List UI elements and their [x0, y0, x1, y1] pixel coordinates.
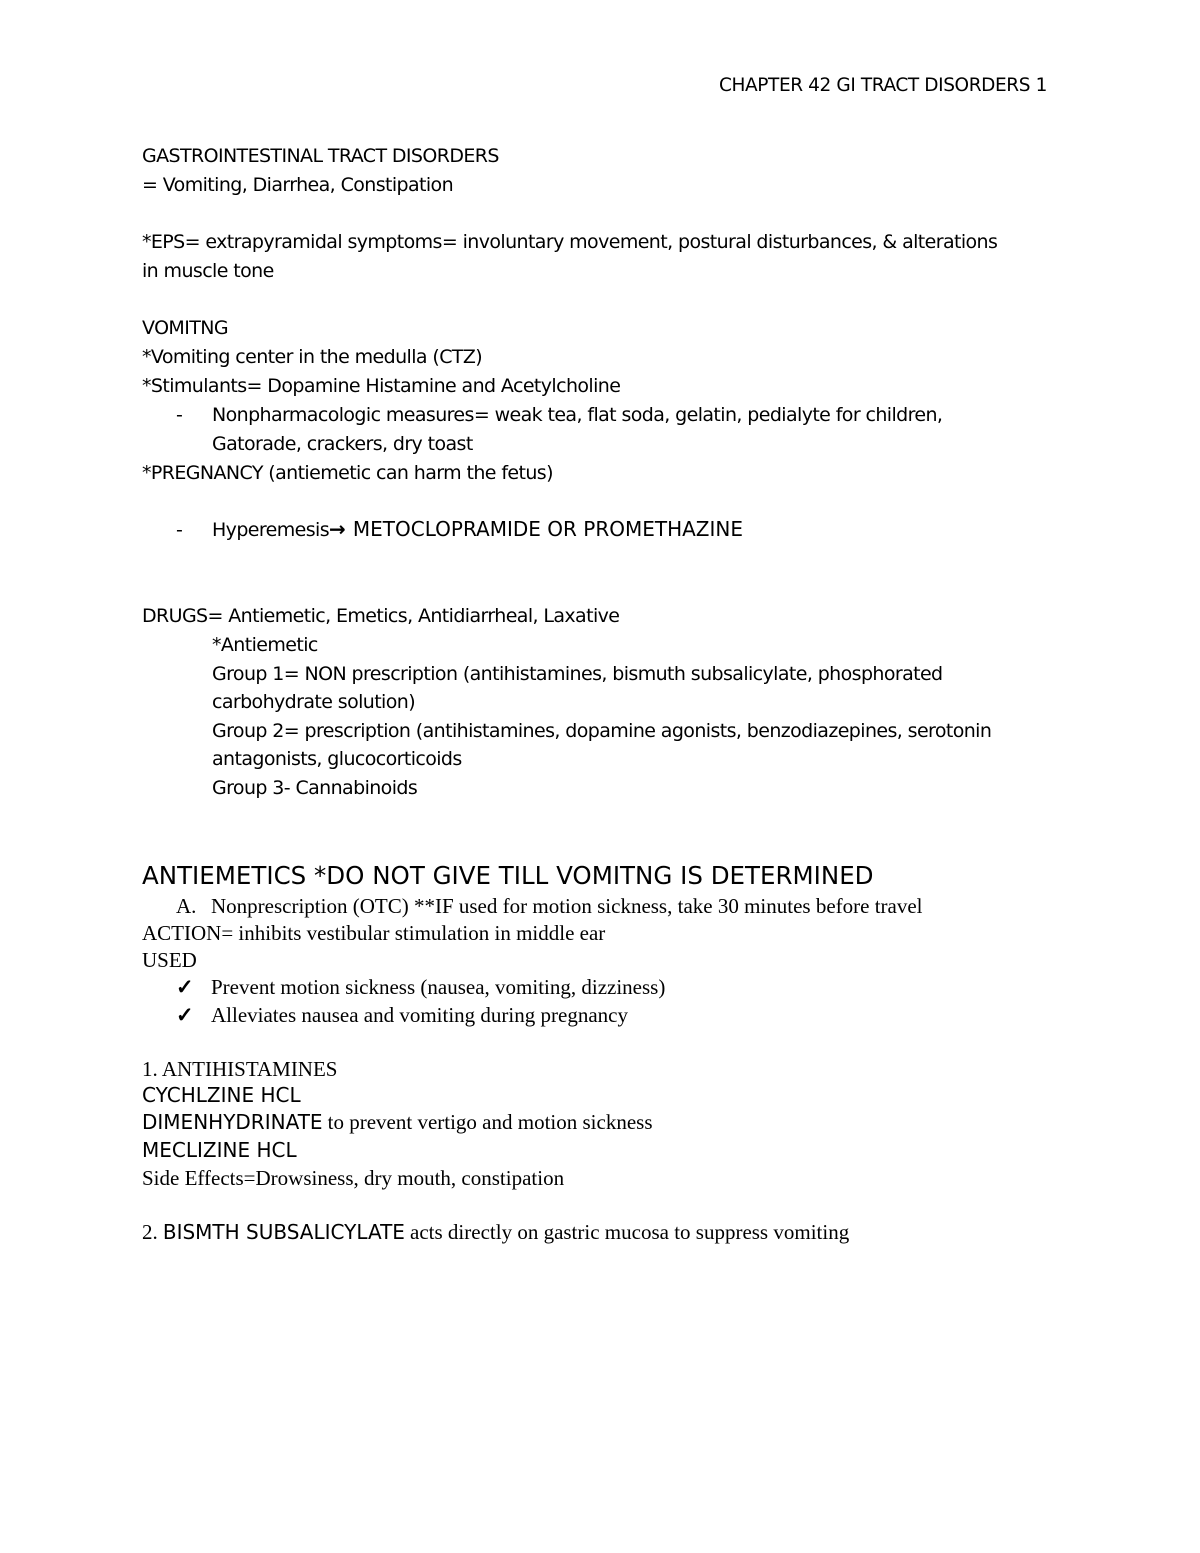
dimenhydrinate-line: [142, 1112, 653, 1133]
vomiting-center-line: *Vomiting center in the medulla (CTZ): [142, 346, 483, 368]
hyperemesis-line: [212, 519, 743, 540]
nonpharm-line1: Nonpharmacologic measures= weak tea, flat soda, gelatin, pedialyte for children,: [212, 404, 943, 426]
hyperemesis-label: Hyperemesis: [212, 519, 330, 541]
bullet-dash: -: [176, 404, 183, 426]
nonprescription-line: Nonprescription (OTC) **IF used for motion sickness, take 30 minutes before travel: [211, 894, 923, 918]
nonpharm-line2: Gatorade, crackers, dry toast: [212, 433, 473, 455]
check-icon: ✓: [176, 1003, 194, 1027]
antiemetics-heading: ANTIEMETICS *DO NOT GIVE TILL VOMITNG IS DETERMINED: [142, 861, 874, 890]
running-header: CHAPTER 42 GI TRACT DISORDERS 1: [719, 75, 1047, 96]
group1-line1: Group 1= NON prescription (antihistamines, bismuth subsalicylate, phosphorated: [212, 663, 943, 685]
drugs-line: DRUGS= Antiemetic, Emetics, Antidiarrheal, Laxative: [142, 605, 620, 627]
group2-line2: antagonists, glucocorticoids: [212, 748, 462, 770]
check-icon: ✓: [176, 975, 194, 999]
hyperemesis-drugs: METOCLOPRAMIDE OR PROMETHAZINE: [352, 517, 743, 541]
bismuth-note: acts directly on gastric mucosa to suppress vomiting: [410, 1220, 850, 1244]
action-line: ACTION= inhibits vestibular stimulation in middle ear: [142, 921, 606, 945]
document-subtitle: = Vomiting, Diarrhea, Constipation: [142, 174, 454, 196]
bullet-dash: -: [176, 519, 183, 541]
group1-line2: carbohydrate solution): [212, 691, 416, 713]
bismuth-number: 2.: [142, 1220, 158, 1244]
drug-bismuth: BISMTH SUBSALICYLATE: [162, 1220, 405, 1244]
right-arrow-icon: →: [329, 517, 346, 541]
group2-line1: Group 2= prescription (antihistamines, dopamine agonists, benzodiazepines, serotonin: [212, 720, 992, 742]
drug-meclizine: MECLIZINE HCL: [142, 1138, 297, 1162]
antiemetic-label: *Antiemetic: [212, 634, 318, 656]
pregnancy-line: *PREGNANCY (antiemetic can harm the fetus): [142, 462, 553, 484]
eps-definition-line1: *EPS= extrapyramidal symptoms= involuntary movement, postural disturbances, & alterations: [142, 231, 998, 253]
eps-definition-line2: in muscle tone: [142, 260, 274, 282]
used-item: Prevent motion sickness (nausea, vomiting, dizziness): [211, 975, 666, 999]
drug-cyclizine: CYCHLZINE HCL: [142, 1083, 301, 1107]
used-item: Alleviates nausea and vomiting during pregnancy: [211, 1003, 628, 1027]
side-effects-line: Side Effects=Drowsiness, dry mouth, constipation: [142, 1166, 565, 1190]
list-marker-a: A.: [176, 894, 197, 918]
group3-line: Group 3- Cannabinoids: [212, 777, 418, 799]
stimulants-line: *Stimulants= Dopamine Histamine and Acetylcholine: [142, 375, 621, 397]
document-title: GASTROINTESTINAL TRACT DISORDERS: [142, 145, 499, 167]
bismuth-line: [142, 1222, 849, 1243]
antihistamines-heading: 1. ANTIHISTAMINES: [142, 1057, 338, 1081]
dimenhydrinate-note: to prevent vertigo and motion sickness: [327, 1110, 653, 1134]
drug-dimenhydrinate: DIMENHYDRINATE: [142, 1110, 323, 1134]
used-label: USED: [142, 948, 197, 972]
vomiting-heading: VOMITNG: [142, 317, 228, 339]
